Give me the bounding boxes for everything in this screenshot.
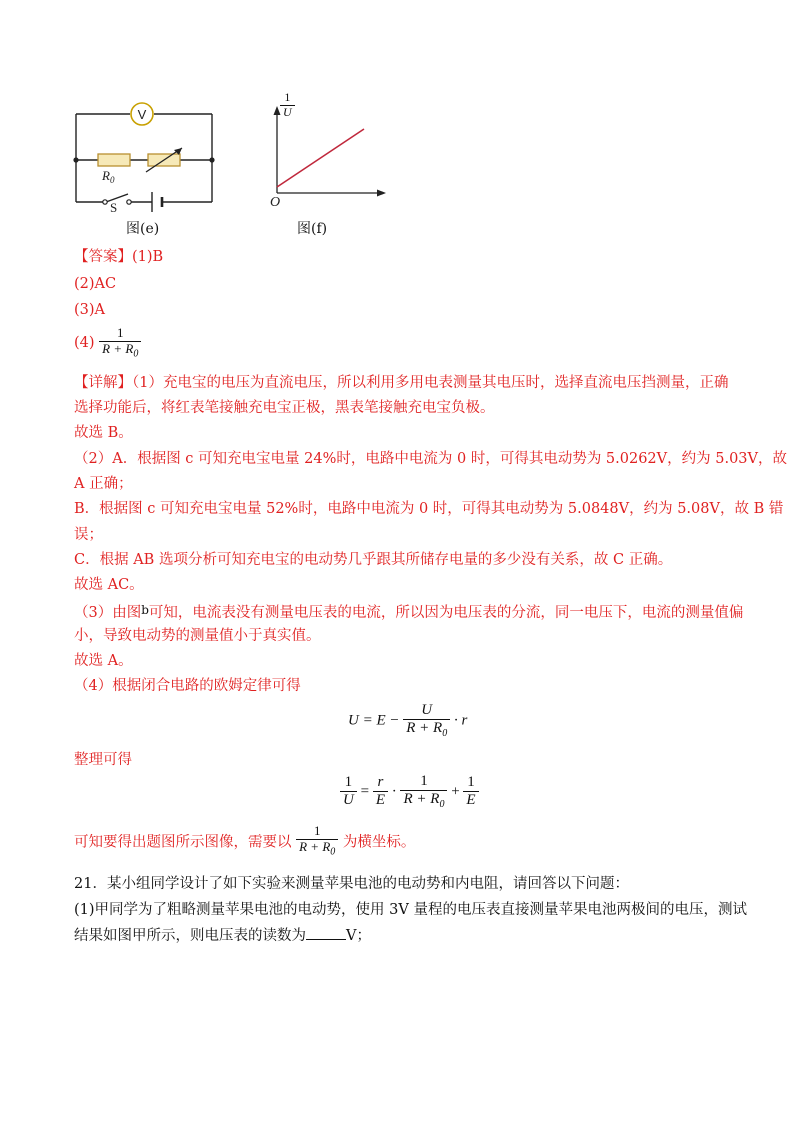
circuit-diagram [70, 96, 220, 212]
r0-label: $R_0$ [102, 168, 115, 185]
voltmeter-label: V [137, 107, 147, 122]
answer-line-3: (3)A [74, 302, 106, 318]
equation-2: $\frac{1}{U}$ = $\frac{r}{E}$ · $\frac{1}{R + R_0}$ + $\frac{1}{E}$ [340, 773, 479, 811]
detail-p4-l3: 可知要得出题图所示图像，需要以 $\frac{1}{R + R_0}$ 为横坐标。 [74, 823, 416, 858]
detail-p4-l2: 整理可得 [74, 752, 132, 768]
resistor-r0 [98, 154, 130, 166]
detail-p2-l1: （2）A．根据图 c 可知充电宝电量 24%时，电路中电流为 0 时，可得其电动势为 5.0262V，约为 5.03V，故 [74, 451, 787, 467]
question-21-part1-l2: 结果如图甲所示，则电压表的读数为 V； [74, 925, 371, 946]
switch-label: S [110, 200, 118, 212]
figure-f-caption: 图(f) [297, 221, 328, 237]
detail-p3-l1: （3）由图$^b$可知，电流表没有测量电压表的电流，所以因为电压表的分流，同一电压下，电流的测量值偏 [74, 603, 744, 621]
answer-line-4: (4) $\frac{1}{R + R_0}$ [74, 326, 141, 360]
equation-1: U = E − $\frac{U}{R + R_0}$ · r [348, 702, 468, 740]
detail-p1-l3: 故选 B。 [74, 425, 133, 441]
answer-line-2: (2)AC [74, 276, 117, 292]
detail-p1-l1: 【详解】（1）充电宝的电压为直流电压，所以利用多用电表测量其电压时，选择直流电压挡测量，正确 [74, 375, 729, 391]
detail-p2-l6: 故选 AC。 [74, 577, 144, 593]
detail-p1-l2: 选择功能后，将红表笔接触充电宝正极，黑表笔接触充电宝负极。 [74, 400, 495, 416]
detail-p2-l4: 误； [74, 527, 103, 543]
graph-y-axis-label: $\frac{1}{U}$ [280, 91, 295, 120]
question-21: 21．某小组同学设计了如下实验来测量苹果电池的电动势和内电阻，请回答以下问题： [74, 876, 629, 892]
origin-label: O [270, 195, 281, 210]
detail-p2-l3: B．根据图 c 可知充电宝电量 52%时，电路中电流为 0 时，可得其电动势为 5.0848V，约为 5.08V，故 B 错 [74, 501, 784, 517]
answer-blank[interactable] [306, 925, 346, 940]
answer-line-1: 【答案】(1)B [74, 249, 164, 265]
graph-line [277, 129, 364, 187]
detail-p2-l5: C．根据 AB 选项分析可知充电宝的电动势几乎跟其所储存电量的多少没有关系，故 C 正确。 [74, 552, 673, 568]
detail-p3-l3: 故选 A。 [74, 653, 133, 669]
detail-p4-l1: （4）根据闭合电路的欧姆定律可得 [74, 678, 301, 694]
question-21-part1-l1: (1)甲同学为了粗略测量苹果电池的电动势，使用 3V 量程的电压表直接测量苹果电池两极间的电压，测试 [74, 902, 747, 918]
figure-e-caption: 图(e) [126, 221, 160, 237]
detail-p3-l2: 小，导致电动势的测量值小于真实值。 [74, 628, 321, 644]
detail-p2-l2: A 正确； [74, 476, 133, 492]
